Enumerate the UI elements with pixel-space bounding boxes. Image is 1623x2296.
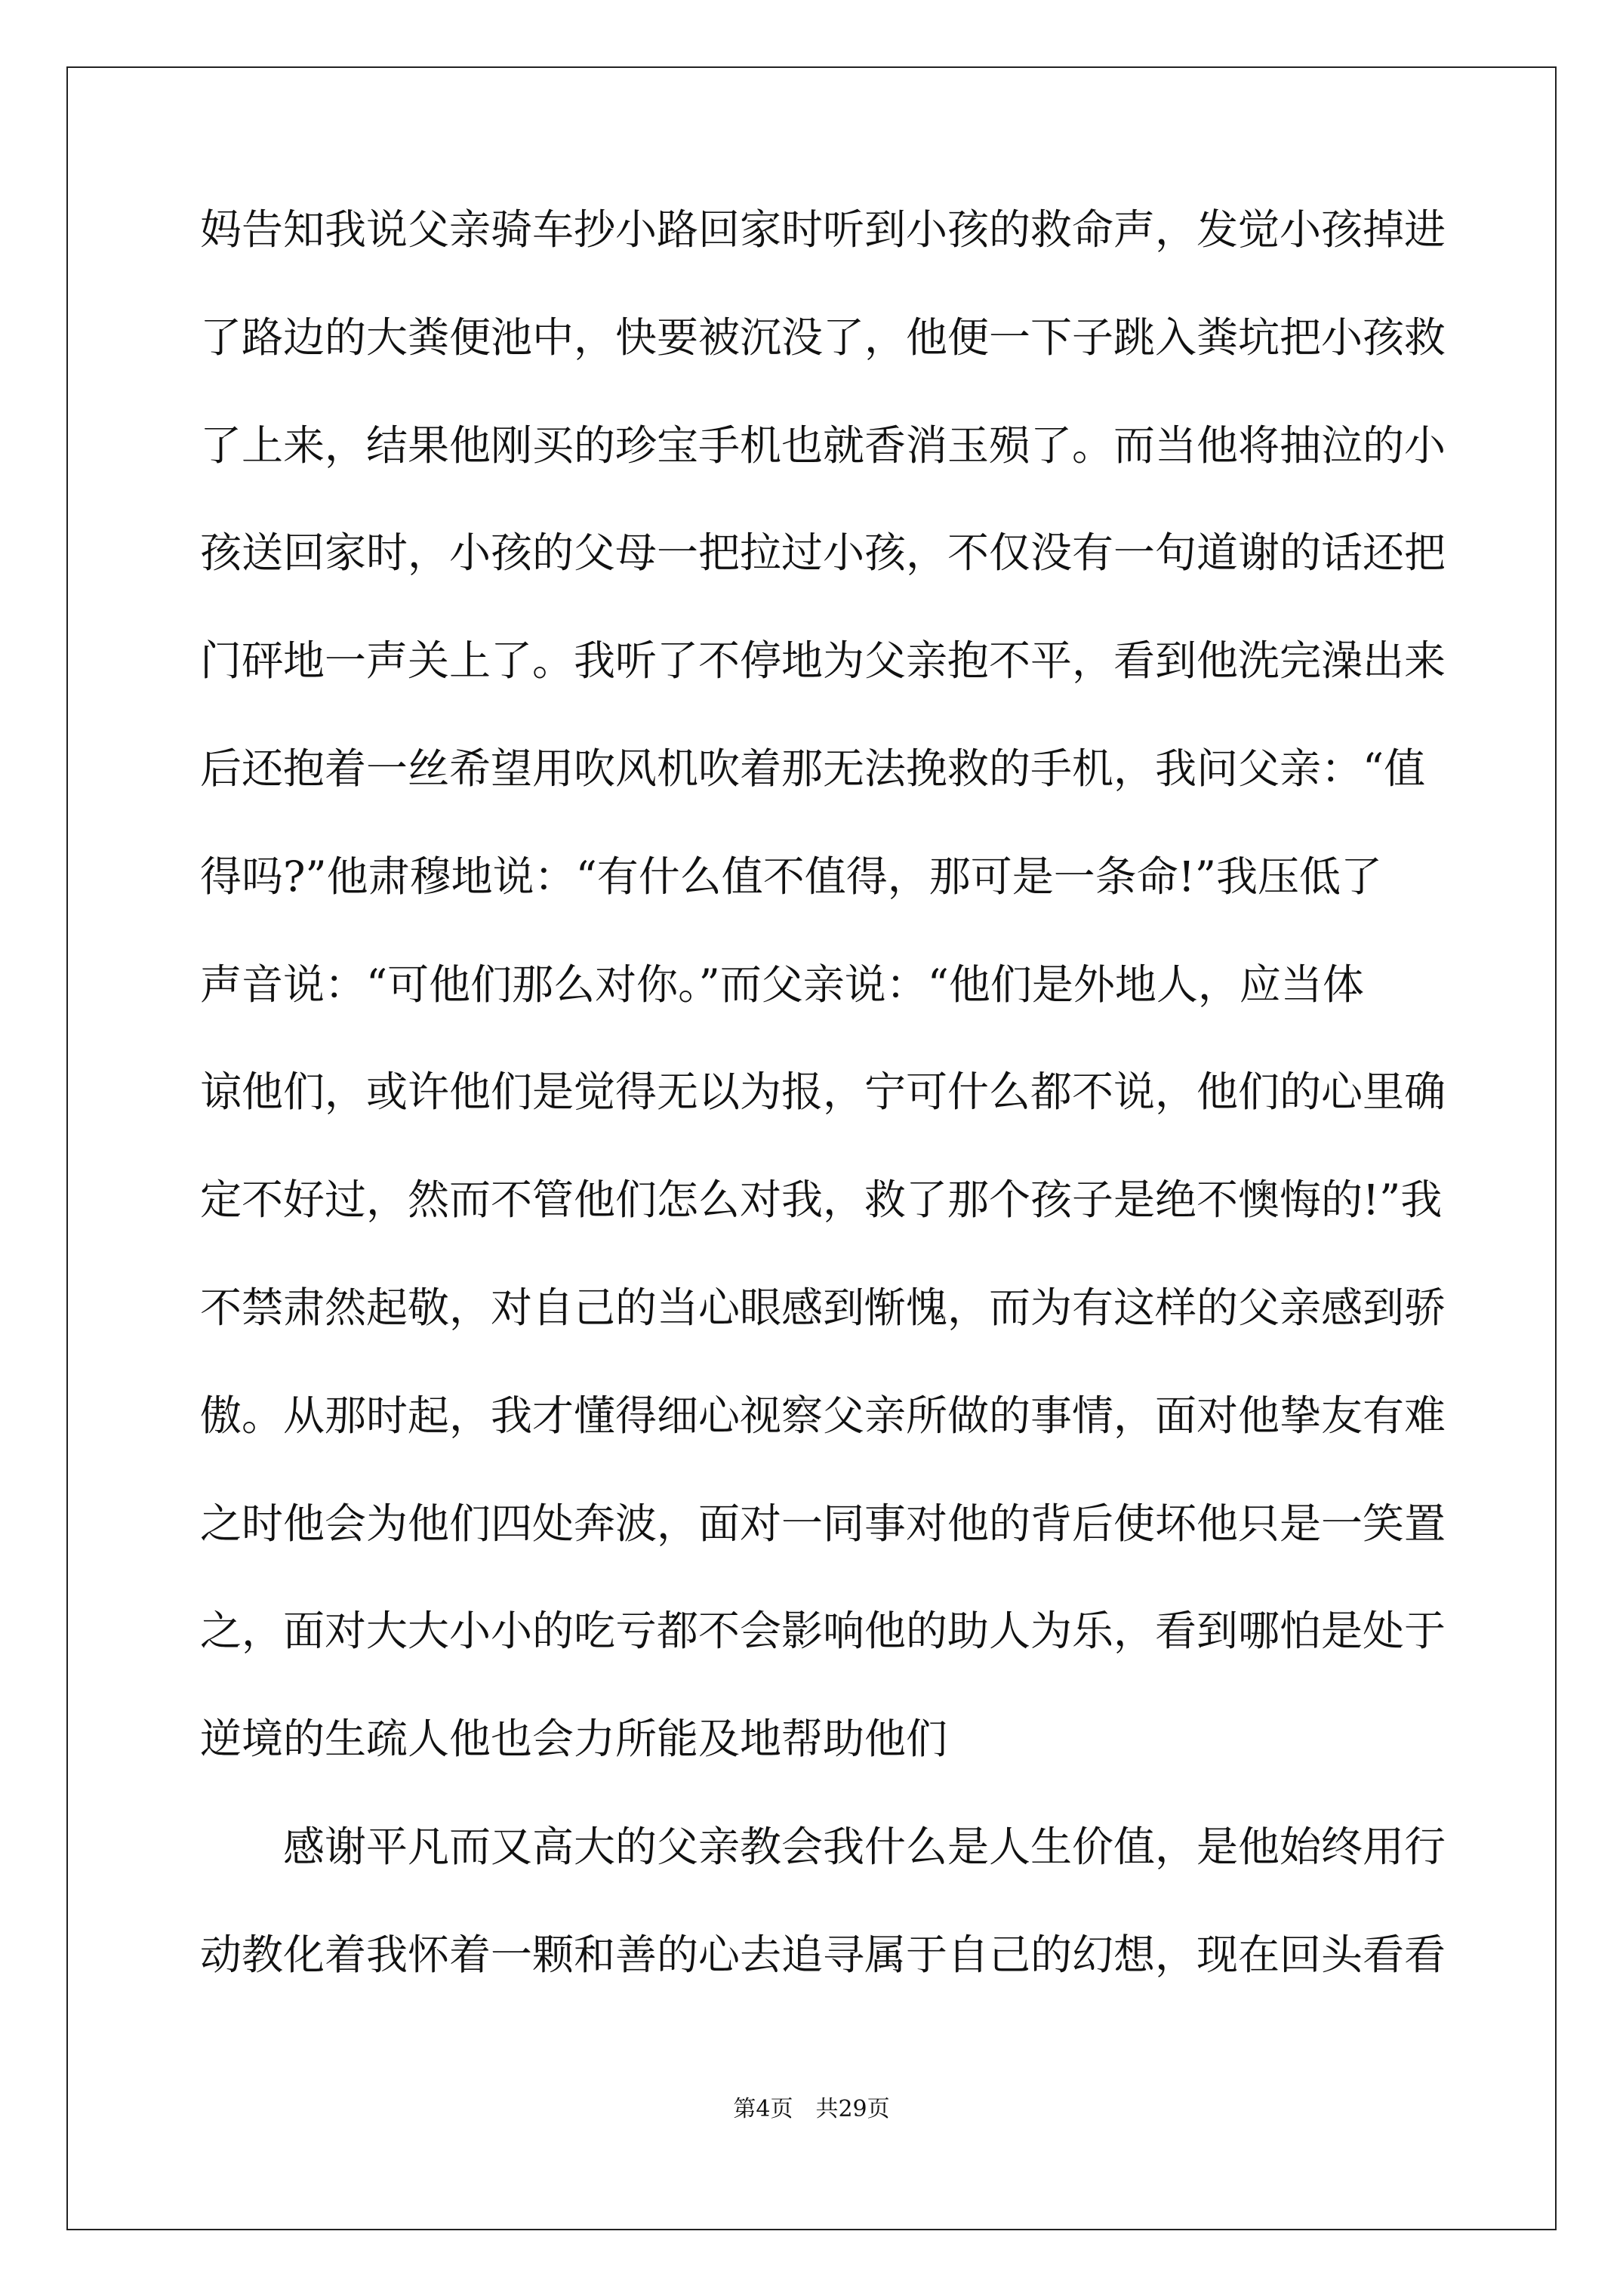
text-line: 之，面对大大小小的吃亏都不会影响他的助人为乐，看到哪怕是处于 [200, 1607, 1446, 1656]
document-body [200, 202, 1446, 2036]
text-line: 逆境的生疏人他也会力所能及地帮助他们 [200, 1715, 948, 1764]
text-line: 后还抱着一丝希望用吹风机吹着那无法挽救的手机，我问父亲：“值 [200, 744, 1426, 793]
text-line: 之时他会为他们四处奔波，面对一同事对他的背后使坏他只是一笑置 [200, 1499, 1446, 1548]
page-footer [0, 2094, 1623, 2125]
text-line: 傲。从那时起，我才懂得细心视察父亲所做的事情，面对他挚友有难 [200, 1391, 1446, 1440]
text-line: 不禁肃然起敬，对自己的当心眼感到惭愧，而为有这样的父亲感到骄 [200, 1283, 1446, 1332]
text-line: 得吗?”他肃穆地说：“有什么值不值得，那可是一条命!”我压低了 [200, 852, 1382, 901]
text-line: 了路边的大粪便池中，快要被沉没了，他便一下子跳入粪坑把小孩救 [200, 313, 1446, 362]
text-line: 动教化着我怀着一颗和善的心去追寻属于自己的幻想，现在回头看看 [200, 1930, 1446, 1979]
text-line: 门砰地一声关上了。我听了不停地为父亲抱不平，看到他洗完澡出来 [200, 636, 1446, 686]
text-line: 妈告知我说父亲骑车抄小路回家时听到小孩的救命声，发觉小孩掉进 [200, 205, 1446, 254]
text-line: 谅他们，或许他们是觉得无以为报，宁可什么都不说，他们的心里确 [200, 1068, 1446, 1117]
text-line: 声音说：“可他们那么对你。”而父亲说：“他们是外地人，应当体 [200, 960, 1364, 1009]
text-line: 孩送回家时，小孩的父母一把拉过小孩，不仅没有一句道谢的话还把 [200, 529, 1446, 578]
page-number-label: 第4页 共29页 [733, 2096, 890, 2122]
text-line: 定不好过，然而不管他们怎么对我，救了那个孩子是绝不懊悔的!”我 [200, 1176, 1443, 1225]
text-line: 了上来，结果他刚买的珍宝手机也就香消玉殒了。而当他将抽泣的小 [200, 421, 1446, 470]
text-line: 感谢平凡而又高大的父亲教会我什么是人生价值，是他始终用行 [200, 1822, 1446, 1871]
